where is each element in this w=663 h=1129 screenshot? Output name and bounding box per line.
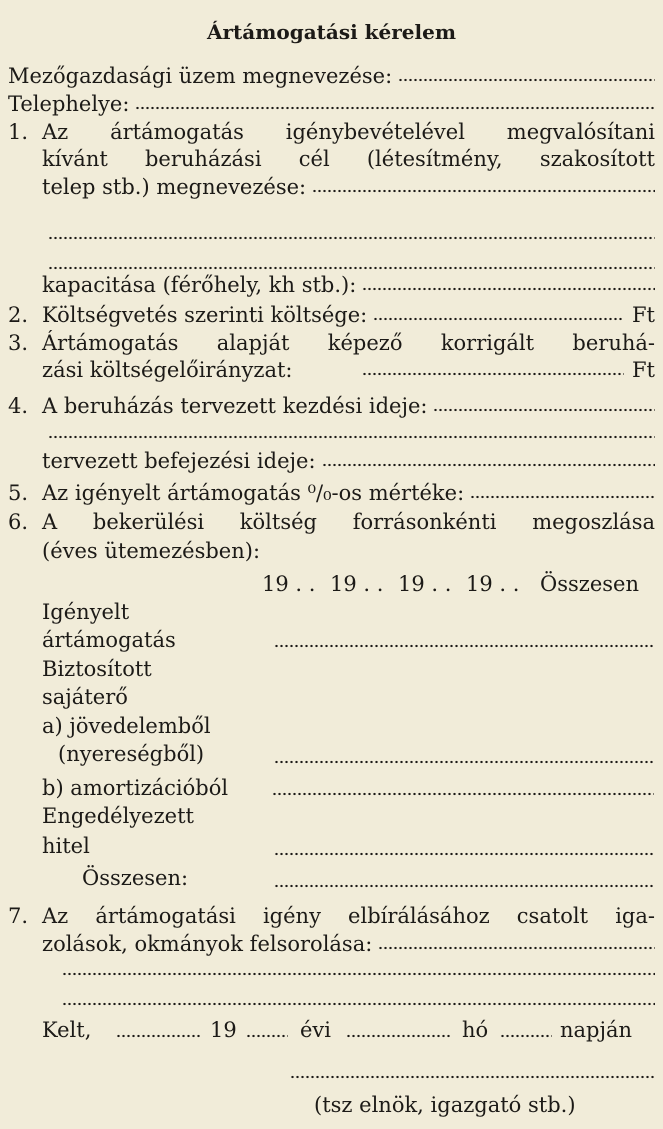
capacity-line [42, 273, 655, 297]
item1-line1: Az ártámogatás igénybevételével megvalósítani [42, 120, 655, 144]
item2-unit: Ft [631, 303, 655, 327]
item7-line2 [42, 932, 655, 956]
item2-number: 2. [8, 303, 29, 327]
item5-line [42, 481, 655, 505]
item6-line1: A bekerülési költség forrásonkénti megoszlása [42, 510, 655, 534]
end-date-label: tervezett befejezési ideje: [42, 449, 316, 473]
item5-label: Az igényelt ártámogatás ⁰/₀-os mértéke: [42, 481, 465, 505]
item4-number: 4. [8, 394, 29, 418]
item3-line2 [42, 358, 655, 382]
item3-line2-text: zási költségelőirányzat: [42, 358, 293, 382]
item5-number: 5. [8, 481, 29, 505]
own-funds-label-1: Biztosított [42, 657, 152, 681]
depreciation-amounts-field[interactable] [272, 792, 654, 796]
capacity-field[interactable] [362, 287, 655, 291]
year-1: 19 . . [262, 572, 316, 596]
month-field[interactable] [346, 1034, 450, 1038]
site-field[interactable] [135, 106, 655, 110]
investment-name-field-3[interactable] [48, 266, 655, 270]
item1-line3-text: telep stb.) megnevezése: [42, 175, 307, 199]
dated-label: Kelt, [42, 1018, 92, 1042]
item7-line2-text: zolások, okmányok felsorolása: [42, 932, 373, 956]
requested-amounts-field[interactable] [274, 644, 654, 648]
site-label: Telephelye: [8, 92, 130, 116]
capacity-label: kapacitása (férőhely, kh stb.): [42, 273, 357, 297]
item6-number: 6. [8, 510, 29, 534]
income-label-1: a) jövedelemből [42, 714, 211, 738]
month-word: hó [462, 1018, 489, 1042]
requested-label-1: Igényelt [42, 600, 130, 624]
investment-name-field[interactable] [312, 189, 655, 193]
budget-cost-field[interactable] [373, 317, 624, 321]
attachments-field-3[interactable] [62, 1002, 655, 1006]
credit-amounts-field[interactable] [274, 852, 654, 856]
attachments-field[interactable] [378, 946, 655, 950]
year-3: 19 . . [398, 572, 452, 596]
farm-name-line [8, 64, 655, 88]
item7-number: 7. [8, 904, 29, 928]
form-title: Ártámogatási kérelem [206, 20, 457, 44]
end-date-line [42, 449, 655, 473]
investment-name-field-2[interactable] [48, 236, 655, 240]
item2-line [42, 303, 655, 327]
start-date-line [42, 394, 655, 418]
item3-unit: Ft [631, 358, 655, 382]
year-word: évi [300, 1018, 332, 1042]
year-prefix: 19 [210, 1018, 237, 1042]
year-4: 19 . . [466, 572, 520, 596]
signatory-caption: (tsz elnök, igazgató stb.) [314, 1093, 576, 1117]
day-field[interactable] [500, 1034, 552, 1038]
start-date-field-2[interactable] [48, 435, 655, 439]
schedule-total-label: Összesen: [82, 866, 189, 890]
farm-name-label: Mezőgazdasági üzem megnevezése: [8, 64, 393, 88]
farm-name-field[interactable] [398, 78, 655, 82]
depreciation-label: b) amortizációból [42, 776, 229, 800]
year-field[interactable] [246, 1034, 288, 1038]
item2-label: Költségvetés szerinti költsége: [42, 303, 368, 327]
credit-label-1: Engedélyezett [42, 804, 194, 828]
total-amounts-field[interactable] [274, 884, 654, 888]
start-date-label: A beruházás tervezett kezdési ideje: [42, 394, 428, 418]
support-percent-field[interactable] [470, 495, 655, 499]
own-funds-label-2: sajáterő [42, 685, 128, 709]
item7-line1: Az ártámogatási igény elbírálásához csatolt iga- [42, 904, 655, 928]
corrected-cost-field[interactable] [362, 372, 624, 376]
item1-line3 [42, 175, 655, 199]
signature-field[interactable] [290, 1075, 654, 1079]
credit-label-2: hitel [42, 834, 90, 858]
item6-line2: (éves ütemezésben): [42, 539, 261, 563]
income-label-2: (nyereségből) [58, 742, 205, 766]
year-2: 19 . . [330, 572, 384, 596]
item3-number: 3. [8, 331, 29, 355]
requested-label-2: ártámogatás [42, 628, 176, 652]
site-line [8, 92, 655, 116]
end-date-field[interactable] [322, 463, 655, 467]
item1-number: 1. [8, 120, 29, 144]
day-word: napján [560, 1018, 633, 1042]
total-header: Összesen [540, 572, 639, 596]
attachments-field-2[interactable] [62, 972, 655, 976]
place-field[interactable] [116, 1034, 200, 1038]
income-amounts-field[interactable] [274, 760, 654, 764]
item1-line2: kívánt beruházási cél (létesítmény, szakosított [42, 147, 655, 171]
item3-line1: Ártámogatás alapját képező korrigált beruhá- [42, 331, 655, 355]
start-date-field[interactable] [433, 408, 655, 412]
